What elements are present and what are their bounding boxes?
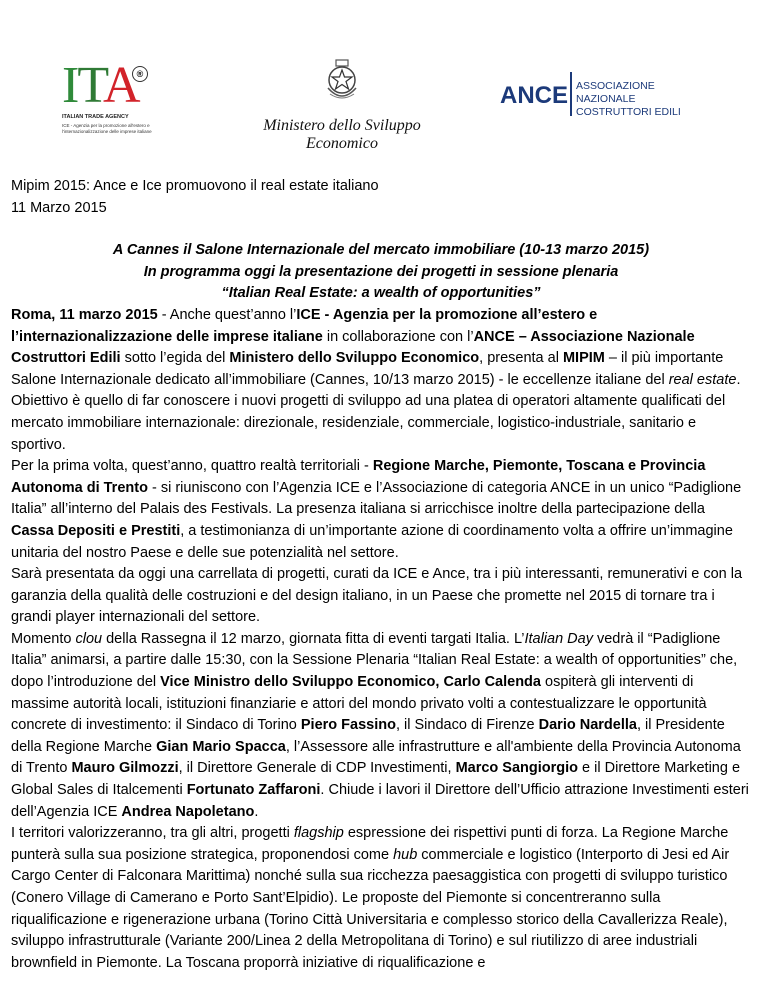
- headline-line-2: In programma oggi la presentazione dei progetti in sessione plenaria: [143, 263, 619, 280]
- paragraph-3: Sarà presentata da oggi una carrellata di progetti, curati da ICE e Ance, tra i più interessanti, remunerativi e con la garanzia della qualità delle costruzioni e del design italiano, in un Paese che promette nel 2015 di tornare tra i grandi player internazionali del settore.: [11, 566, 743, 626]
- ance-logo-subtitle: [576, 80, 716, 119]
- document-title: Mipim 2015: Ance e Ice promuovono il real estate italiano: [11, 178, 379, 194]
- document-date: 11 Marzo 2015: [11, 199, 107, 216]
- ance-logo-mark: ANCE: [500, 82, 569, 109]
- paragraph-1: Roma, 11 marzo 2015 - Anche quest’anno l’ICE - Agenzia per la promozione all’estero e l’internazionalizzazione delle imprese italiane in collaborazione con l’ANCE – Associazione Nazionale Costruttori Edili sotto l’egida del Ministero dello Sviluppo Economico, presenta al MIPIM – il più importante Salone Internazionale dedicato all’immobiliare (Cannes, 10/13 marzo 2015) - le eccellenze italiane del real estate. Obiettivo è quello di far conoscere i nuovi progetti di sviluppo ad una platea di operatori altamente qualificati del mercato immobiliare internazionale: direzionale, residenziale, commerciale, logistico-industriale, sanitario e sportivo.: [11, 306, 741, 453]
- ita-registered-icon: ®: [132, 66, 148, 82]
- ita-logo-mark: ITA: [62, 57, 139, 114]
- ita-logo-description: ICE - Agenzia per la promozione all'estero e l'internazionalizzazione delle imprese italiane: [62, 123, 152, 134]
- logo-strip: [0, 0, 768, 160]
- ance-sub-line-2: COSTRUTTORI EDILI: [576, 106, 681, 118]
- italian-emblem-icon: [322, 58, 362, 106]
- paragraph-2: Per la prima volta, quest’anno, quattro realtà territoriali - Regione Marche, Piemonte, Toscana e Provincia Autonoma di Trento - si riuniscono con l’Agenzia ICE e l’Associazione di categoria ANCE in un unico “Padiglione Italia” all’interno del Palais des Festivals. La presenza italiana si arricchisce inoltre della partecipazione della Cassa Depositi e Prestiti, a testimonianza di un’importante azione di coordinamento volta a offrire un’immagine unitaria del nostro Paese e delle sue potenzialità nel settore.: [11, 458, 742, 561]
- ita-logo: [62, 57, 152, 135]
- ministry-name: Ministero dello Sviluppo Economico: [263, 117, 421, 152]
- headline-line-1: A Cannes il Salone Internazionale del mercato immobiliare (10-13 marzo 2015): [112, 242, 650, 259]
- paragraph-4: Momento clou della Rassegna il 12 marzo, giornata fitta di eventi targati Italia. L’Italian Day vedrà il “Padiglione Italia” animarsi, a partire dalle 15:30, con la Sessione Plenaria “Italian Real Estate: a wealth of opportunities” che, dopo l’introduzione del Vice Ministro dello Sviluppo Economico, Carlo Calenda ospiterà gli interventi di massime autorità locali, istituzioni finanziarie e attori del mondo privato volti a contestualizzare le opportunità concrete di investimento: il Sindaco di Torino Piero Fassino, il Sindaco di Firenze Dario Nardella, il Presidente della Regione Marche Gian Mario Spacca, l’Assessore alle infrastrutture e all'ambiente della Provincia Autonoma di Trento Mauro Gilmozzi, il Direttore Generale di CDP Investimenti, Marco Sangiorgio e il Direttore Marketing e Global Sales di Italcementi Fortunato Zaffaroni. Chiude i lavori il Direttore dell’Ufficio attrazione Investimenti esteri dell’Agenzia ICE Andrea Napoletano.: [11, 630, 749, 820]
- paragraph-5: I territori valorizzeranno, tra gli altri, progetti flagship espressione dei rispettivi punti di forza. La Regione Marche punterà sulla sua posizione strategica, proponendosi come hub commerciale e logistico (Interporto di Jesi ed Air Cargo Center di Falconara Marittima) nonché sulla sua ricchezza paesaggistica con progetti di sviluppo turistico (Conero Village di Camerano e Porto Sant’Elpidio). Le proposte del Piemonte si concentreranno sulla riqualificazione e rigenerazione urbana (Torino Città Universitaria e complesso storico della Cavallerizza Reale), sviluppo infrastrutturale (Variante 200/Linea 2 della Metropolitana di Torino) e sul riutilizzo di aree industriali brownfield in Piemonte. La Toscana proporrà iniziative di riqualificazione e: [11, 825, 730, 971]
- headline-line-3: “Italian Real Estate: a wealth of opportunities”: [221, 285, 541, 302]
- ance-divider: [570, 72, 572, 116]
- ita-logo-subtitle: ITALIAN TRADE AGENCY: [62, 114, 129, 120]
- ministry-logo: [232, 58, 452, 153]
- ance-sub-line-1: ASSOCIAZIONE NAZIONALE: [576, 80, 655, 105]
- document-body: [11, 176, 751, 974]
